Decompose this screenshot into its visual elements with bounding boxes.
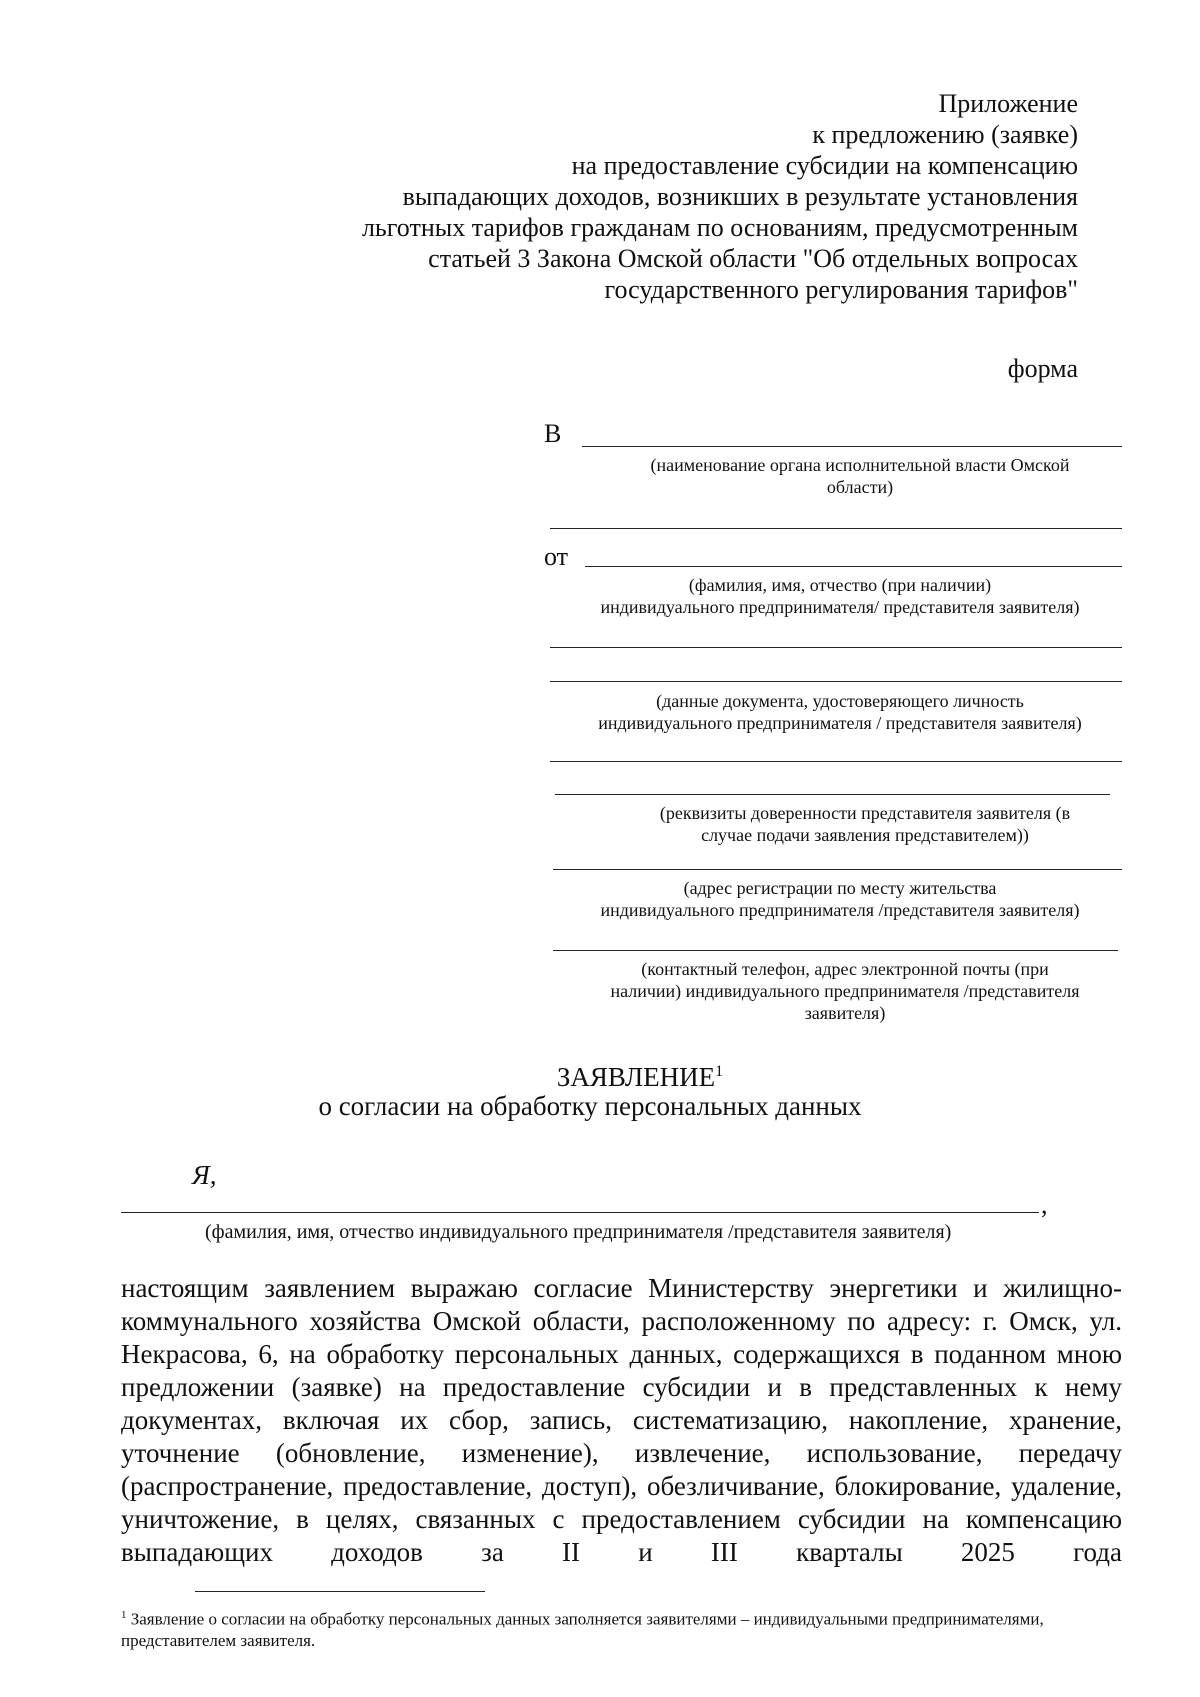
id-caption-line-1: (данные документа, удостоверяющего личность xyxy=(656,691,1024,711)
id-caption-line-2: индивидуального предпринимателя / представителя заявителя) xyxy=(598,713,1082,733)
from-caption-line-1: (фамилия, имя, отчество (при наличии) xyxy=(688,575,992,595)
to-prefix: В xyxy=(544,419,562,448)
appendix-line-3: на предоставление субсидии на компенсацию xyxy=(571,151,1078,180)
appendix-header xyxy=(218,88,1078,305)
poa-field-line-2[interactable] xyxy=(555,794,1110,795)
declarant-comma: , xyxy=(1041,1190,1048,1219)
appendix-line-4: выпадающих доходов, возникших в результате установления xyxy=(402,182,1078,211)
id-caption xyxy=(545,690,1135,734)
from-field-line[interactable] xyxy=(585,566,1122,567)
to-caption xyxy=(590,454,1130,498)
appendix-line-1: Приложение xyxy=(938,89,1078,118)
id-field-line-1[interactable] xyxy=(550,647,1122,648)
appendix-line-2: к предложению (заявке) xyxy=(812,120,1078,149)
appendix-line-6: статьей 3 Закона Омской области "Об отдельных вопросах xyxy=(428,244,1078,273)
addr-caption-line-2: индивидуального предпринимателя /представителя заявителя) xyxy=(600,900,1080,920)
addr-field-line[interactable] xyxy=(553,869,1122,870)
contact-field-line[interactable] xyxy=(553,950,1118,951)
declarant-prefix: Я, xyxy=(192,1160,217,1190)
appendix-line-5: льготных тарифов гражданам по основаниям, предусмотренным xyxy=(361,213,1078,242)
poa-field-line-1[interactable] xyxy=(550,761,1122,762)
id-field-line-2[interactable] xyxy=(550,681,1122,682)
declarant-caption: (фамилия, имя, отчество индивидуального предпринимателя /представителя заявителя) xyxy=(205,1221,952,1243)
contact-caption xyxy=(555,958,1135,1024)
from-prefix: от xyxy=(544,542,569,571)
poa-caption xyxy=(600,802,1130,846)
title-footnote-mark: 1 xyxy=(715,1063,724,1080)
to-caption-line-1: (наименование органа исполнительной власти Омской xyxy=(650,455,1070,475)
poa-caption-line-1: (реквизиты доверенности представителя заявителя (в xyxy=(659,803,1071,823)
footnote-separator xyxy=(195,1591,485,1592)
footnote-mark: 1 xyxy=(121,1609,127,1621)
consent-paragraph: настоящим заявлением выражаю согласие Министерству энергетики и жилищно-коммунального хозяйства Омской области, расположенному по адресу: г. Омск, ул. Некрасова, 6, на обработку персональных данных, содержащихся в поданном мною предложении (заявке) на предоставление субсидии и в представленных к нему документах, включая их сбор, запись, систематизацию, накопление, хранение, уточнение (обновление, изменение), извлечение, использование, передачу (распространение, предоставление, доступ), обезличивание, блокирование, удаление, уничтожение, в целях, связанных с предоставлением субсидии на компенсацию выпадающих доходов за II и III кварталы 2025 года xyxy=(121,1273,1122,1567)
addr-caption xyxy=(545,877,1135,921)
from-caption-line-2: индивидуального предпринимателя/ представителя заявителя) xyxy=(600,597,1080,617)
from-caption xyxy=(545,574,1135,618)
contact-caption-line-2: наличии) индивидуального предпринимателя /представителя xyxy=(610,981,1080,1001)
to-field-line-2[interactable] xyxy=(550,528,1122,529)
poa-caption-line-2: случае подачи заявления представителем)) xyxy=(701,825,1029,845)
title-text: ЗАЯВЛЕНИЕ xyxy=(556,1062,716,1092)
form-label: форма xyxy=(1007,354,1078,383)
document-title xyxy=(440,1056,840,1093)
appendix-line-7: государственного регулирования тарифов" xyxy=(604,275,1078,304)
footnote xyxy=(121,1605,1051,1651)
contact-caption-line-1: (контактный телефон, адрес электронной почты (при xyxy=(641,959,1049,979)
contact-caption-line-3: заявителя) xyxy=(804,1003,886,1023)
addr-caption-line-1: (адрес регистрации по месту жительства xyxy=(683,878,997,898)
to-field-line[interactable] xyxy=(582,446,1122,447)
footnote-text: Заявление о согласии на обработку персональных данных заполняется заявителями – индивидуальными предпринимателями, представителем заявителя. xyxy=(121,1609,1044,1650)
declarant-name-line[interactable] xyxy=(121,1212,1039,1213)
document-subtitle: о согласии на обработку персональных данных xyxy=(318,1091,862,1121)
to-caption-line-2: области) xyxy=(826,477,894,497)
